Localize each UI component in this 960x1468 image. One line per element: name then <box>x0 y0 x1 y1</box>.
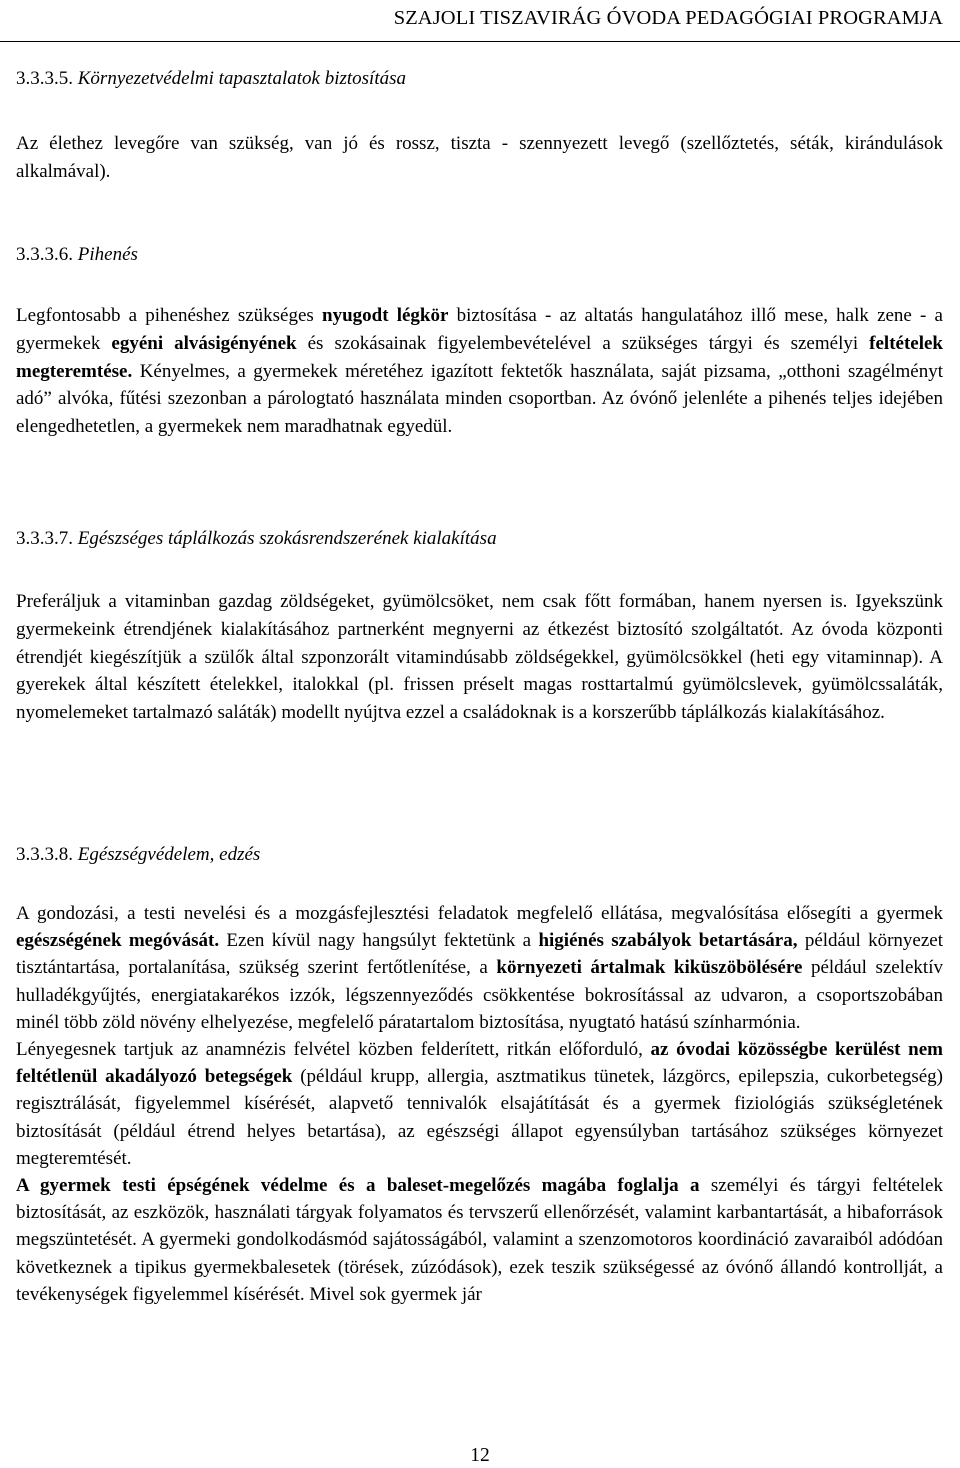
text-run: Kényelmes, a gyermekek méretéhez igazított fektetők használata, saját pizsama, „otthoni szagélményt adó” alvóka, fűtési szezonban a párologtató használata minden csoportban. Az óvónő jelenléte a pihenés teljes idejében elengedhetetlen, a gyermekek nem maradhatnak egyedül. <box>16 360 943 438</box>
text-run: Ezen kívül nagy hangsúlyt fektetünk a <box>219 930 539 952</box>
paragraph <box>16 588 943 727</box>
section-title: Pihenés <box>77 244 138 265</box>
paragraph <box>16 1172 943 1308</box>
text-run: például környezet tisztántartása, portalanítása, szükség szerint fertőtlenítése, a <box>16 930 943 979</box>
section-heading <box>16 64 943 94</box>
section-heading <box>16 840 943 870</box>
section-heading <box>16 524 943 554</box>
section-number: 3.3.3.8. <box>16 844 73 865</box>
bold-run: egyéni alvásigényének <box>111 332 297 354</box>
paragraph <box>16 130 943 186</box>
section-title: Egészségvédelem, edzés <box>77 844 261 865</box>
text-run: (például krupp, allergia, asztmatikus tünetek, lázgörcs, epilepszia, cukorbetegség) regisztrálását, figyelemmel kísérését, alapvető tennivalók elsajátítását és a gyermek fiziológiás szükségletének biztosítását (például étrend helyes betartása), az egészségi állapot egyensúlyban tartásához szükséges környezet megteremtését. <box>16 1066 943 1169</box>
text-run: A gondozási, a testi nevelési és a mozgásfejlesztési feladatok megfelelő ellátása, megvalósítása elősegíti a gyermek <box>16 903 943 924</box>
section-3-3-3-8 <box>16 840 943 1308</box>
bold-run: higiénés szabályok betartására, <box>538 930 798 952</box>
header-title: SZAJOLI TISZAVIRÁG ÓVODA PEDAGÓGIAI PROGRAMJA <box>393 7 943 29</box>
bold-run: feltételek megteremtése. <box>16 332 943 382</box>
text-run: biztosítása - az altatás hangulatához illő mese, halk zene - a gyermekek <box>16 305 943 354</box>
section-number: 3.3.3.6. <box>16 244 73 265</box>
bold-run: környezeti ártalmak kiküszöbölésére <box>496 957 803 979</box>
section-number: 3.3.3.5. <box>16 68 73 89</box>
bold-run: az óvodai közösségbe kerülést nem feltétlenül akadályozó betegségek <box>16 1039 943 1088</box>
page-header <box>0 0 960 42</box>
section-3-3-3-6 <box>16 240 943 441</box>
paragraph <box>16 302 943 441</box>
paragraph <box>16 900 943 1036</box>
section-title: Egészséges táplálkozás szokásrendszerének kialakítása <box>77 528 497 549</box>
text-run: személyi és tárgyi feltételek biztosítását, az eszközök, használati tárgyak folyamatos és tervszerű ellenőrzését, valamint karbantartását, a hibaforrások megszüntetését. A gyermeki gondolkodásmód sajátosságából, valamint a szenzomotoros koordináció zavaraiból adódóan következnek a tipikus gyermekbalesetek (törések, zúzódások), ezek teszik szükségessé az óvónő állandó kontrollját, a tevékenységek figyelemmel kísérését. Mivel sok gyermek jár <box>16 1175 943 1305</box>
page-number: 12 <box>470 1445 490 1466</box>
section-heading <box>16 240 943 270</box>
text-run: Az élethez levegőre van szükség, van jó és rossz, tiszta - szennyezett levegő (szellőztetés, séták, kirándulások alkalmával). <box>16 133 943 182</box>
paragraph <box>16 1036 943 1172</box>
text-run: és szokásainak figyelembevételével a szükséges tárgyi és személyi <box>296 332 870 354</box>
section-title: Környezetvédelmi tapasztalatok biztosítása <box>77 68 407 89</box>
bold-run: egészségének megóvását. <box>16 930 220 952</box>
bold-run: nyugodt légkör <box>322 305 449 326</box>
bold-run: A gyermek testi épségének védelme és a baleset-megelőzés magába foglalja a <box>16 1175 700 1197</box>
section-3-3-3-5 <box>16 64 943 186</box>
text-run: Legfontosabb a pihenéshez szükséges <box>16 305 322 326</box>
text-run: Preferáljuk a vitaminban gazdag zöldségeket, gyümölcsöket, nem csak főtt formában, hanem nyersen is. Igyekszünk gyermekeink étrendjének kialakításához partnerként megnyerni az étkezést biztosító szolgáltatót. Az óvoda központi étrendjét kiegészítjük a szülők által szponzorált vitamindúsabb zöldségekkel, gyümölcsökkel (heti egy vitaminnap). A gyerekek által készített ételekkel, italokkal (pl. frissen préselt magas rosttartalmú gyümölcslevek, gyümölcssaláták, nyomelemeket tartalmazó saláták) modellt nyújtva ezzel a családoknak is a korszerűbb táplálkozás kialakításához. <box>16 591 943 724</box>
section-3-3-3-7 <box>16 524 943 727</box>
text-run: Lényegesnek tartjuk az anamnézis felvétel közben felderített, ritkán előforduló, <box>16 1039 651 1061</box>
text-run: például szelektív hulladékgyűjtés, energiatakarékos izzók, légszennyeződés csökkentése bokrosítással az udvaron, a csoportszobában minél több zöld növény elhelyezése, megfelelő páratartalom biztosítása, nyugtató hatású színharmónia. <box>16 957 943 1033</box>
section-number: 3.3.3.7. <box>16 528 73 549</box>
